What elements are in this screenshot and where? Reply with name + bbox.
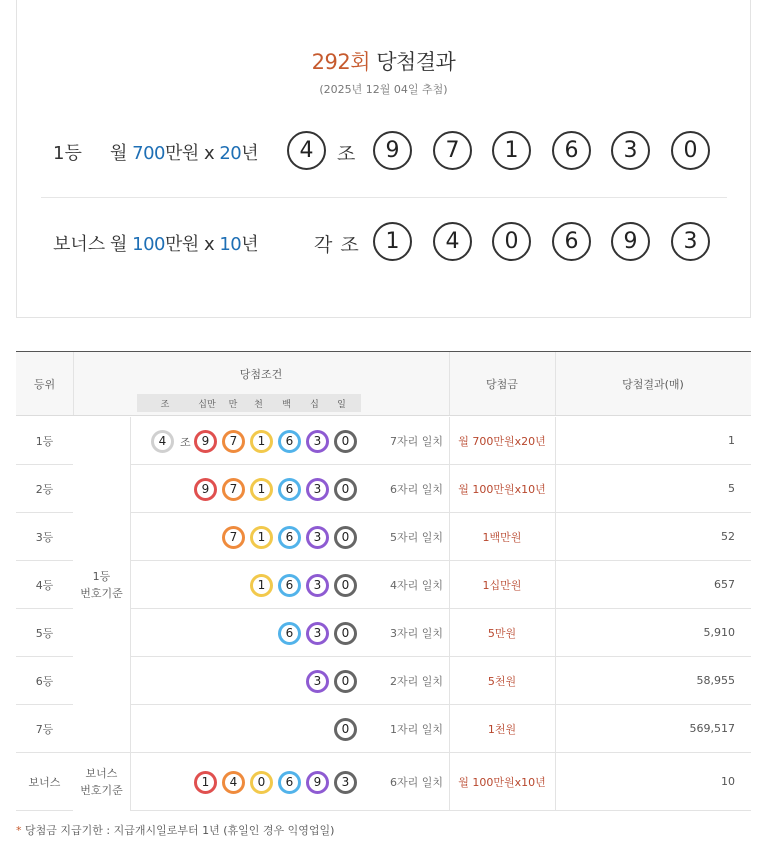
row-match: 1자리 일치 [390,722,443,736]
subheader-100k: 십만 [198,399,216,410]
row-prize: 월 100만원x10년 [458,775,546,789]
row-count: 569,517 [689,722,735,735]
subheader-jo: 조 [160,399,170,410]
row-rank: 4등 [35,578,54,592]
row-match: 3자리 일치 [390,626,443,640]
ball-digit: 3 [611,131,650,170]
header-rank: 등위 [33,377,56,391]
basis-line: 번호기준 [80,784,123,797]
first-basis-cell [73,417,130,752]
row-prize: 1십만원 [482,578,522,592]
col-divider [130,513,131,560]
row-prize: 5만원 [487,626,517,640]
mini-number-ball: 6 [278,771,301,794]
jo-ball [281,125,332,176]
first-prize-row [17,123,750,183]
mini-number-ball: 4 [222,771,245,794]
header-condition: 당첨조건 [239,368,283,381]
row-match: 7자리 일치 [390,434,443,448]
years: 20 [219,143,242,164]
ball-digit: 4 [433,222,472,261]
row-count: 1 [728,434,735,447]
mini-number-ball: 0 [334,718,357,741]
ball-digit: 9 [611,222,650,261]
col-divider [449,753,450,810]
row-rank: 6등 [35,674,54,688]
col-divider [449,657,450,704]
mini-number-ball: 6 [278,526,301,549]
mini-number-ball: 3 [306,430,329,453]
row-match: 6자리 일치 [390,775,443,789]
mini-number-ball: 3 [334,771,357,794]
mini-number-ball: 0 [334,670,357,693]
ball-digit: 9 [373,131,412,170]
row-rank: 3등 [35,530,54,544]
number-ball [427,125,478,176]
row-prize: 월 700만원x20년 [458,434,546,448]
col-divider [449,609,450,656]
mini-number-ball: 6 [278,574,301,597]
subheader-100: 백 [282,399,291,410]
mini-number-ball: 9 [194,478,217,501]
number-ball [367,125,418,176]
col-divider [555,513,556,560]
number-ball [605,125,656,176]
mini-number-ball: 1 [194,771,217,794]
digit-subheader [137,394,361,412]
mini-number-ball: 1 [250,478,273,501]
bonus-ball [546,216,597,267]
col-divider [449,561,450,608]
ball-digit: 1 [492,131,531,170]
col-divider [130,705,131,752]
page-title [17,46,750,76]
col-divider [555,465,556,512]
row-count: 10 [721,775,735,788]
ball-digit: 3 [671,222,710,261]
col-divider [130,657,131,704]
mini-number-ball: 0 [250,771,273,794]
mini-number-ball: 6 [278,622,301,645]
col-divider [555,609,556,656]
col-divider [449,465,450,512]
col-divider [555,561,556,608]
draw-date: (2025년 12월 04일 추첨) [319,83,448,96]
mini-number-ball: 3 [306,526,329,549]
bonus-ball [367,216,418,267]
row-count: 52 [721,530,735,543]
first-basis-label [80,568,123,602]
mini-number-ball: 3 [306,622,329,645]
result-table [16,351,751,812]
footnote-text: 당첨금 지급기한 : 지급개시일로부터 1년 (휴일인 경우 익영업일) [21,824,335,837]
mini-number-ball: 3 [306,478,329,501]
mini-number-ball: 9 [194,430,217,453]
row-count: 58,955 [696,674,735,687]
footnote-star: * [16,824,22,837]
row-prize: 월 100만원x10년 [458,482,546,496]
mini-number-ball: 3 [306,574,329,597]
table-header [16,352,751,416]
col-divider [130,465,131,512]
col-divider [73,352,74,415]
footnote [16,822,334,838]
mini-number-ball: 0 [334,526,357,549]
row-rank: 7등 [35,722,54,736]
ball-digit: 7 [433,131,472,170]
mini-number-ball: 7 [222,526,245,549]
col-divider [555,753,556,810]
each-jo-label: 각 조 [314,234,360,256]
row-count: 657 [714,578,735,591]
result-card [16,0,751,318]
bonus-ball [605,216,656,267]
mini-number-ball: 7 [222,478,245,501]
row-match: 5자리 일치 [390,530,443,544]
ball-digit: 1 [373,222,412,261]
row-rank: 보너스 [28,775,61,789]
col-divider [555,705,556,752]
row-prize: 1백만원 [482,530,522,544]
bonus-basis-cell [73,753,130,811]
col-divider [130,417,131,464]
monthly-prefix: 월 [110,143,133,164]
header-result: 당첨결과(매) [622,377,684,391]
row-count: 5,910 [703,626,735,639]
subheader-1: 일 [337,399,346,410]
title-suffix: 당첨결과 [370,50,456,74]
monthly-mid: 만원 x [164,143,220,164]
row-count: 5 [728,482,735,495]
mini-number-ball: 0 [334,478,357,501]
col-divider [130,561,131,608]
first-prize-rank: 1등 [53,143,82,164]
row-match: 2자리 일치 [390,674,443,688]
number-ball [546,125,597,176]
first-prize-amount [110,139,258,165]
number-ball [665,125,716,176]
basis-line: 번호기준 [80,586,123,600]
mini-number-ball: 0 [334,574,357,597]
bonus-amount [110,230,258,256]
bonus-rank: 보너스 [53,234,106,255]
row-match: 6자리 일치 [390,482,443,496]
mini-number-ball: 9 [306,771,329,794]
ball-digit: 0 [671,131,710,170]
monthly-mid: 만원 x [164,234,220,255]
row-rank: 5등 [35,626,54,640]
col-divider [449,513,450,560]
col-divider [130,609,131,656]
ball-digit: 6 [552,131,591,170]
row-divider [41,197,727,198]
monthly-amount: 700 [132,143,165,164]
subheader-1000: 천 [254,399,263,410]
mini-number-ball: 1 [250,574,273,597]
mini-number-ball: 0 [334,622,357,645]
col-divider [449,352,450,415]
basis-line: 1등 [92,569,111,583]
monthly-amount: 100 [132,234,165,255]
mini-number-ball: 3 [306,670,329,693]
mini-number-ball: 1 [250,430,273,453]
mini-number-ball: 6 [278,430,301,453]
row-prize: 1천원 [487,722,517,736]
col-divider [555,417,556,464]
row-prize: 5천원 [487,674,517,688]
mini-number-ball: 6 [278,478,301,501]
header-prize: 당첨금 [486,377,518,391]
bonus-ball [427,216,478,267]
ball-digit: 0 [492,222,531,261]
number-ball [486,125,537,176]
monthly-prefix: 월 [110,234,133,255]
bonus-ball [665,216,716,267]
subheader-10: 십 [310,399,319,410]
col-divider [449,705,450,752]
mini-jo-ball: 4 [151,430,174,453]
mini-number-ball: 7 [222,430,245,453]
row-match: 4자리 일치 [390,578,443,592]
years-suffix: 년 [241,234,259,255]
col-divider [130,753,131,810]
row-rank: 1등 [35,434,54,448]
row-rank: 2등 [35,482,54,496]
jo-ball-number: 4 [287,131,326,170]
basis-line: 보너스 [85,767,118,780]
years: 10 [219,234,242,255]
ball-digit: 6 [552,222,591,261]
col-divider [555,657,556,704]
bonus-ball [486,216,537,267]
years-suffix: 년 [241,143,259,164]
col-divider [449,417,450,464]
bonus-basis-label [80,765,123,799]
round-number: 292회 [311,50,371,74]
jo-label: 조 [337,143,356,165]
mini-number-ball: 1 [250,526,273,549]
col-divider [555,352,556,415]
mini-number-ball: 0 [334,430,357,453]
bonus-prize-row [17,214,750,274]
subheader-10k: 만 [228,399,238,410]
mini-jo-label: 조 [180,435,191,449]
